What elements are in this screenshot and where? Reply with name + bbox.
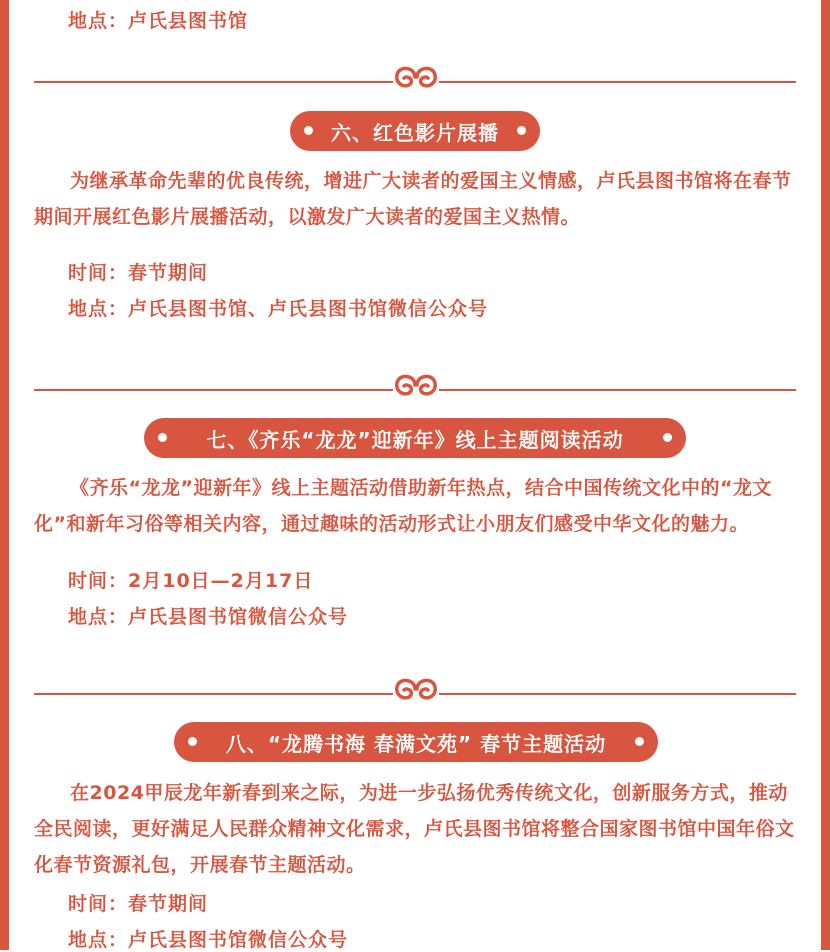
section-paragraph: 为继承革命先辈的优良传统，增进广大读者的爱国主义情感，卢氏县图书馆将在春节期间开展红色影片展播活动，以激发广大读者的爱国主义热情。 bbox=[34, 170, 792, 228]
section-title-badge bbox=[144, 418, 686, 458]
section-divider bbox=[34, 63, 796, 93]
section-time: 时间：春节期间 bbox=[68, 262, 209, 284]
swirl-ornament-icon bbox=[393, 63, 439, 91]
swirl-ornament-icon bbox=[393, 371, 439, 399]
section-divider bbox=[34, 371, 796, 401]
left-border bbox=[0, 0, 9, 950]
section-divider bbox=[34, 675, 796, 705]
section-title-badge bbox=[174, 722, 658, 762]
dot-icon bbox=[188, 737, 197, 746]
dot-icon bbox=[663, 433, 672, 442]
dot-icon bbox=[304, 126, 313, 135]
dot-icon bbox=[517, 126, 526, 135]
section-location: 地点：卢氏县图书馆微信公众号 bbox=[68, 606, 349, 628]
dot-icon bbox=[158, 433, 167, 442]
section-location: 地点：卢氏县图书馆微信公众号 bbox=[68, 929, 349, 951]
section-title-badge bbox=[290, 111, 540, 151]
section-title: 六、红色影片展播 bbox=[331, 120, 499, 145]
right-border bbox=[821, 0, 830, 950]
section-paragraph: 在2024甲辰龙年新春到来之际，为进一步弘扬优秀传统文化，创新服务方式，推动全民阅读，更好满足人民群众精神文化需求，卢氏县图书馆将整合国家图书馆中国年俗文化春节资源礼包，开展春节主题活动。 bbox=[34, 782, 795, 876]
swirl-ornament-icon bbox=[393, 675, 439, 703]
top-location: 地点：卢氏县图书馆 bbox=[68, 10, 249, 32]
dot-icon bbox=[635, 737, 644, 746]
section-location: 地点：卢氏县图书馆、卢氏县图书馆微信公众号 bbox=[68, 298, 489, 320]
section-title: 七、《齐乐“龙龙”迎新年》线上主题阅读活动 bbox=[206, 427, 624, 452]
section-time: 时间：2月10日—2月17日 bbox=[68, 570, 314, 592]
section-paragraph: 《齐乐“龙龙”迎新年》线上主题活动借助新年热点，结合中国传统文化中的“龙文化”和新年习俗等相关内容，通过趣味的活动形式让小朋友们感受中华文化的魅力。 bbox=[34, 477, 772, 535]
section-time: 时间：春节期间 bbox=[68, 893, 209, 915]
section-title: 八、“龙腾书海 春满文苑” 春节主题活动 bbox=[225, 731, 607, 756]
